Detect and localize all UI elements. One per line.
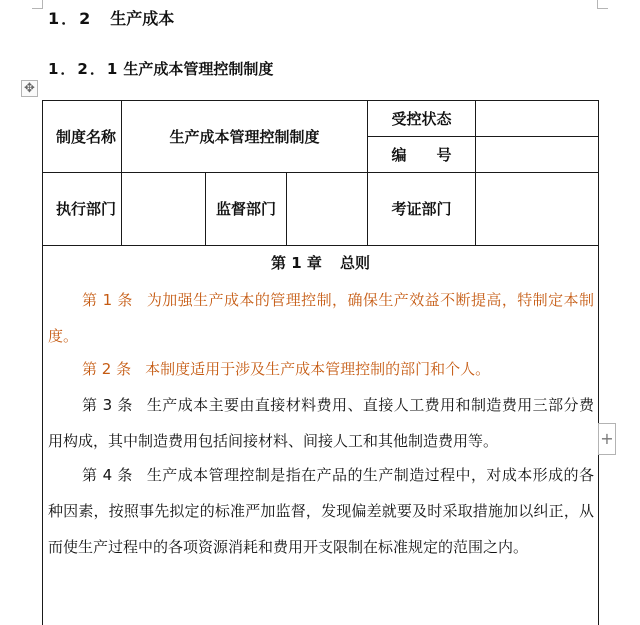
number-label-cell — [367, 136, 476, 173]
supervise-dept-label: 监督部门 — [215, 200, 276, 218]
control-status-value-cell[interactable] — [475, 100, 599, 137]
article-label: 第 2 条 — [82, 360, 132, 378]
subsection-heading — [48, 58, 273, 79]
audit-dept-label: 考证部门 — [391, 200, 452, 218]
audit-dept-value-cell[interactable] — [475, 172, 599, 246]
control-status-label: 受控状态 — [391, 109, 452, 128]
article-text: 生产成本管理控制是指在产品的生产制造过程中，对成本形成的各种因素，按照事先拟定的标准严加监督，发现偏差就要及时采取措施加以纠正，从而使生产过程中的各项资源消耗和费用开支限制在标准规定的范围之内。 — [48, 466, 594, 556]
article-text: 生产成本主要由直接材料费用、直接人工费用和制造费用三部分费用构成，其中制造费用包括间接材料、间接人工和其他制造费用等。 — [48, 396, 594, 450]
article-paragraph — [48, 387, 594, 459]
exec-dept-label: 执行部门 — [56, 200, 117, 218]
article-label: 第 4 条 — [82, 466, 133, 484]
table-move-handle[interactable] — [21, 80, 38, 97]
article-paragraph — [48, 282, 594, 354]
system-name-label-cell — [42, 100, 122, 173]
supervise-dept-label-cell — [205, 172, 287, 246]
subsection-title: 生产成本管理控制制度 — [123, 60, 274, 78]
article-paragraph — [48, 457, 594, 565]
article-label: 第 3 条 — [82, 396, 133, 414]
audit-dept-label-cell — [367, 172, 476, 246]
section-title: 生产成本 — [110, 9, 175, 28]
system-name-value: 生产成本管理控制制度 — [169, 127, 320, 146]
section-number: 1．2 — [48, 9, 93, 28]
plus-icon: + — [600, 429, 614, 448]
article-label: 第 1 条 — [82, 291, 133, 309]
article-text: 本制度适用于涉及生产成本管理控制的部门和个人。 — [145, 360, 491, 378]
section-heading — [48, 6, 174, 29]
chapter-name: 总则 — [339, 254, 370, 272]
exec-dept-value-cell[interactable] — [121, 172, 206, 246]
page-margin-mark — [32, 0, 43, 9]
subsection-number: 1．2．1 — [48, 60, 120, 78]
number-value-cell[interactable] — [475, 136, 599, 173]
supervise-dept-value-cell[interactable] — [286, 172, 368, 246]
article-text: 为加强生产成本的管理控制，确保生产效益不断提高，特制定本制度。 — [48, 291, 594, 345]
system-name-label: 制度名称 — [56, 127, 117, 146]
system-name-value-cell[interactable] — [121, 100, 368, 173]
control-status-label-cell — [367, 100, 476, 137]
article-paragraph — [48, 351, 594, 387]
regulation-table — [42, 100, 599, 620]
number-label: 编 号 — [391, 145, 452, 164]
exec-dept-label-cell — [42, 172, 122, 246]
add-row-button[interactable] — [598, 423, 616, 455]
chapter-title — [42, 252, 599, 273]
move-cross-icon: ✥ — [24, 81, 35, 96]
chapter-number: 第 1 章 — [271, 254, 322, 272]
page-margin-mark — [597, 0, 608, 9]
